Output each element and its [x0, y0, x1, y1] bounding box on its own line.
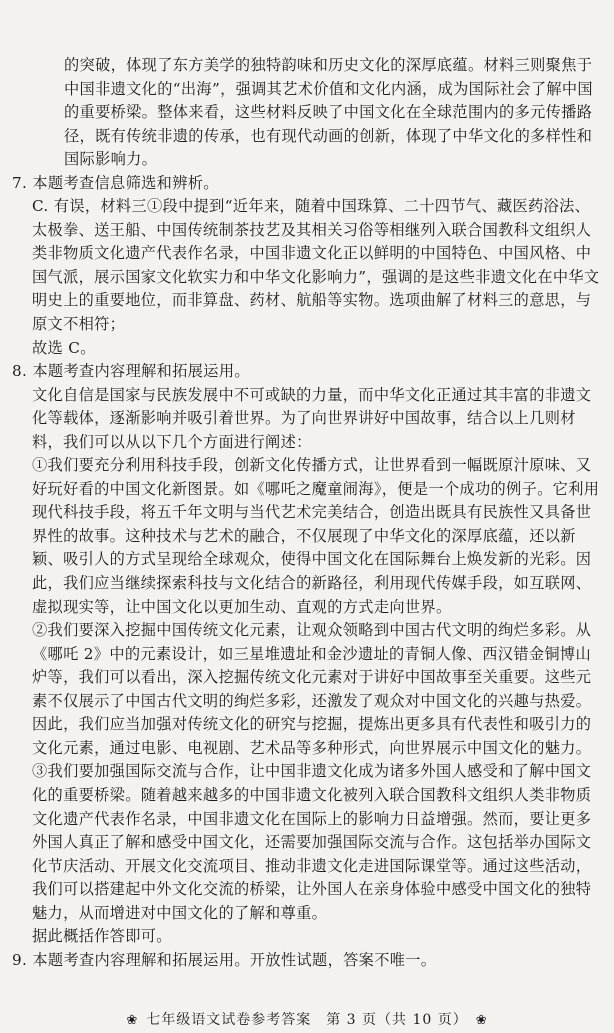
q8-heading: 8. 本题考查内容理解和拓展运用。: [12, 362, 250, 381]
q7-heading: 7. 本题考查信息筛选和辨析。: [12, 173, 219, 192]
q8-point-3: ③我们要加强国际交流与合作，让中国非遗文化成为诸多外国人感受和了解中国文化的重要桥梁。随着越来越多的中国非遗文化被列入联合国教科文组织人类非物质文化遗产代表作名录，中国非遗文化在国际上的影响力日益增强。然而，要让更多外国人真正了解和感受中国文化，还需要加强国际交流与合作。这包括举办国际文化节庆活动、开展文化交流项目、推动非遗文化走进国际课堂等。通过这些活动，我们可以搭建起中外文化交流的桥梁，让外国人在亲身体验中感受中国文化的独特魅力，从而增进对中国文化的了解和尊重。: [32, 762, 592, 922]
continued-answer-paragraph: 的突破，体现了东方美学的独特韵味和历史文化的深厚底蕴。材料三则聚焦于中国非遗文化的“出海”，强调其艺术价值和文化内涵，成为国际社会了解中国的重要桥梁。整体来看，这些材料反映了中国文化在全球范围内的多元传播路径，既有传统非遗的传承，也有现代动画的创新，体现了中华文化的多样性和国际影响力。: [64, 56, 593, 169]
page-content: [0, 54, 614, 972]
q7-conclusion: 故选 C。: [32, 338, 96, 357]
q9-heading: 9. 本题考查内容理解和拓展运用。开放性试题，答案不唯一。: [12, 950, 437, 969]
page-footer: [0, 1009, 614, 1029]
footer-text: 七年级语文试卷参考答案 第 3 页（共 10 页）: [146, 1012, 468, 1028]
flower-ornament-icon: ❀: [126, 1013, 139, 1028]
q8-intro: 文化自信是国家与民族发展中不可或缺的力量，而中华文化正通过其丰富的非遗文化等载体，逐渐影响并吸引着世界。为了向世界讲好中国故事，结合以上几则材料，我们可以从以下几个方面进行阐述：: [32, 385, 592, 451]
q8-closing: 据此概括作答即可。: [32, 927, 172, 946]
flower-ornament-icon: ❀: [475, 1013, 488, 1028]
q7-analysis: C. 有误，材料三①段中提到“近年来，随着中国珠算、二十四节气、藏医药浴法、太极拳、送王船、中国传统制茶技艺及其相关习俗等相继列入联合国教科文组织人类非物质文化遗产代表作名录，中国非遗文化正以鲜明的中国特色、中国风格、中国气派，展示国家文化软实力和中华文化影响力”，强调的是这些非遗文化在中华文明史上的重要地位，而非算盘、药材、航船等实物。选项曲解了材料三的意思，与原文不相符；: [32, 197, 600, 334]
q8-point-1: ①我们要充分利用科技手段，创新文化传播方式，让世界看到一幅既原汁原味、又好玩好看的中国文化新图景。如《哪吒之魔童闹海》，便是一个成功的例子。它利用现代科技手段，将五千年文明与当代艺术完美结合，创造出既具有民族性又具备世界性的故事。这种技术与艺术的融合，不仅展现了中华文化的深厚底蕴，还以新颖、吸引人的方式呈现给全球观众，使得中国文化在国际舞台上焕发新的光彩。因此，我们应当继续探索科技与文化结合的新路径，利用现代传媒手段，如互联网、虚拟现实等，让中国文化以更加生动、直观的方式走向世界。: [32, 456, 600, 616]
q8-point-2: ②我们要深入挖掘中国传统文化元素，让观众领略到中国古代文明的绚烂多彩。从《哪吒 2》中的元素设计，如三星堆遗址和金沙遗址的青铜人像、西汉错金铜博山炉等，我们可以看出，深入挖掘传统文化元素对于讲好中国故事至关重要。这些元素不仅展示了中国古代文明的绚烂多彩，还激发了观众对中国文化的兴趣与热爱。因此，我们应当加强对传统文化的研究与挖掘，提炼出更多具有代表性和吸引力的文化元素，通过电影、电视剧、艺术品等多种形式，向世界展示中国文化的魅力。: [32, 621, 592, 757]
